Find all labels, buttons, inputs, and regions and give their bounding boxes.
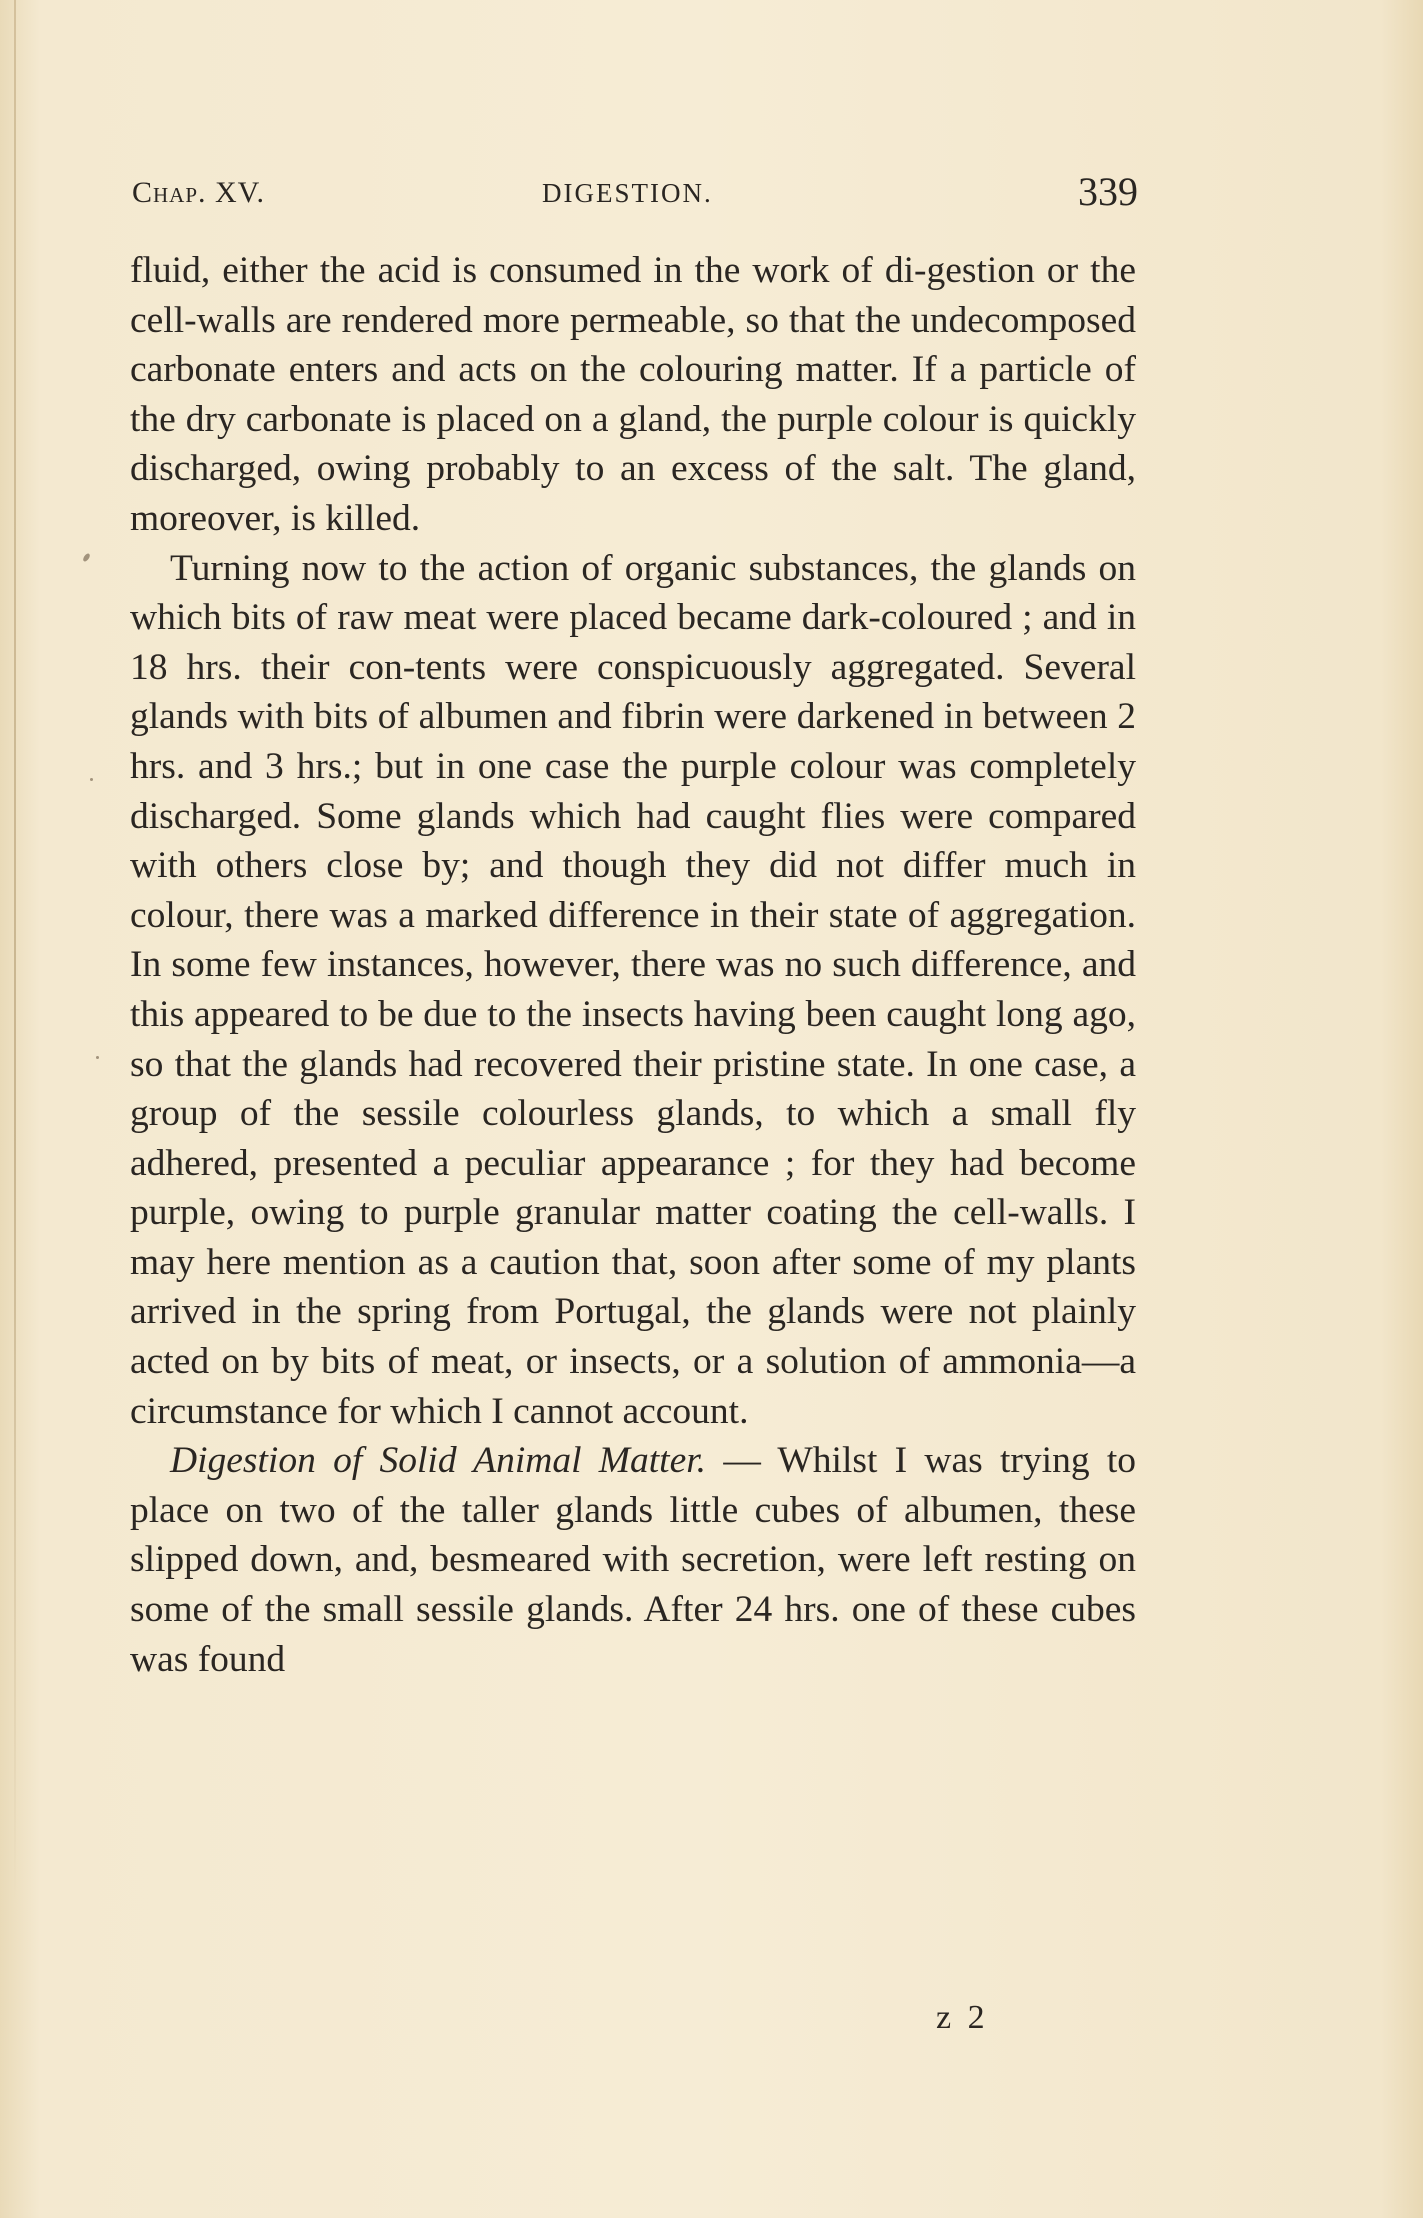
page-number: 339 [1078, 169, 1138, 214]
paragraph-3-text: — Whilst I was trying to place on two of the taller glands little cubes of albumen, these slipped down, and, besmeared with secretion, were left resting on some of the small sessile glands. After 24 hrs. one of these cubes was found [130, 1440, 1136, 1680]
paragraph-3 [130, 1436, 1136, 1684]
chapter-label: Chap. XV. [132, 176, 265, 209]
signature-mark: z 2 [936, 1999, 989, 2036]
paragraph-2: Turning now to the action of organic substances, the glands on which bits of raw meat were placed became dark-coloured ; and in 18 hrs. their con-tents were conspicuously aggregated. Several glands with bits of albumen and fibrin were darkened in between 2 hrs. and 3 hrs.; but in one case the purple colour was completely discharged. Some glands which had caught flies were compared with others close by; and though they did not differ much in colour, there was a marked difference in their state of aggregation. In some few instances, however, there was no such difference, and this appeared to be due to the insects having been caught long ago, so that the glands had recovered their pristine state. In one case, a group of the sessile colourless glands, to which a small fly adhered, presented a peculiar appearance ; for they had become purple, owing to purple granular matter coating the cell-walls. I may here mention as a caution that, soon after some of my plants arrived in the spring from Portugal, the glands were not plainly acted on by bits of meat, or insects, or a solution of ammonia—a circumstance for which I cannot account. [130, 547, 1136, 1432]
ink-speck [90, 778, 93, 781]
body-text [130, 246, 1136, 1684]
section-heading-italic: Digestion of Solid Animal Matter. [170, 1440, 707, 1482]
running-head [132, 168, 1138, 218]
running-title: DIGESTION. [542, 178, 713, 208]
page-edge-shadow [14, 0, 16, 1900]
ink-speck [96, 1056, 99, 1059]
paragraph-1: fluid, either the acid is consumed in the work of di-gestion or the cell-walls are rendered more permeable, so that the undecomposed carbonate enters and acts on the colouring matter. If a particle of the dry carbonate is placed on a gland, the purple colour is quickly discharged, owing probably to an excess of the salt. The gland, moreover, is killed. [130, 250, 1136, 539]
ink-speck [82, 552, 91, 562]
